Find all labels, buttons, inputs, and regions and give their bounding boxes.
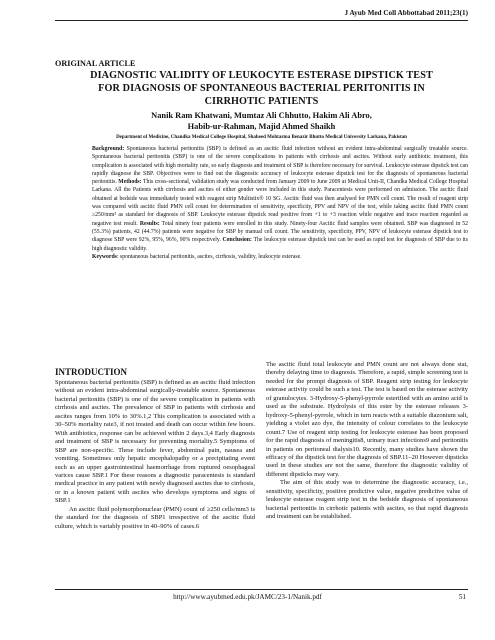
running-head: J Ayub Med Coll Abbottabad 2011;23(1) (344, 9, 468, 17)
author-list (55, 111, 468, 133)
body-paragraph: The ascitic fluid total leukocyte and PMN count are not always done stat, thereby delaying time to diagnosis. Therefore, a rapid, simple screening test is needed for the prompt diagnosis of SBP. Reagent strip testing for leukocyte esterase activity could be such a test. The test is based on the esterase activity of granulocytes. 3-Hydroxy-5-phenyl-pyrrole esterified with an amino acid is used as the substrate. Hydrolysis of this ester by the esterase releases 3-hydroxy-5-phenyl-pyrrole, which in turn reacts with a suitable diazonium salt, yielding a violet azo dye, the intensity of colour correlates to the leukocyte count.7 Use of reagent strip testing for leukocyte esterase has been proposed for the rapid diagnosis of meningitis8, urinary tract infections9 and peritonitis in patients on peritoneal dialysis10. Recently, many studies have shown the efficacy of the dipstick test for the diagnosis of SBP.11–20 However dipsticks used in these studies are not the same, therefore the diagnostic validity of different dipsticks may vary. (266, 361, 468, 478)
results-text: Total ninety four patients were enrolled in this study. Ninety-four Ascitic fluid samples were obtained. SBP was diagnosed in 52 (55.3%) patients, 42 (44.7%) patients were negative for SBP by manual cell count. The sensitivity, specificity, PPV, NPV of leukocyte esterase dipstick test to diagnose SBP were 92%, 95%, 96%, 90% respectively. (92, 220, 468, 244)
affiliation: Department of Medicine, Chandka Medical College Hospital, Shaheed Mohtarma Benazir Bhutto Medical University Larkana, Pakistan (116, 135, 407, 140)
title-line: CIRRHOTIC PATIENTS (204, 96, 319, 108)
left-column (55, 367, 255, 531)
authors-line: Nanik Ram Khatwani, Mumtaz Ali Chhutto, Hakim Ali Abro, (151, 111, 372, 120)
right-column (266, 361, 468, 522)
title-line: FOR DIAGNOSIS OF SPONTANEOUS BACTERIAL PERITONITIS IN (98, 83, 425, 95)
background-label: Background: (92, 146, 125, 152)
article-title (55, 69, 468, 109)
footer-rule (55, 589, 468, 590)
keywords-text: : spontaneous bacterial peritonitis, ascites, cirrhosis, validity, leukocyte esterase. (116, 253, 302, 260)
abstract (92, 145, 468, 261)
methods-text: This cross-sectional, validation study was conducted from January 2009 to June 2009 at Medical Unit-II, Chandka Medical College Hospital Larkana. All the Patients with cirrhosis and ascites of either gender were included in this study. Paracentesis were performed on admission. The ascitic fluid obtained at bedside was immediately tested with reagent strip Multistix® 10 SG. Ascitic fluid was then analysed for PMN cell count. The result of reagent strip was compared with ascitic fluid PMN cell count for determination of sensitivity, specificity, PPV and NPV of the test, while taking ascitic fluid PMN count ≥250/mm³ as standard for diagnosis of SBP. Leukocyte esterase dipstick read positive from +1 to +3 reaction while negative and trace reaction regarded as negative test result. (92, 179, 468, 227)
header-rule (55, 20, 468, 21)
conclusion-text: The leukocyte esterase dipstick test can be used as rapid test for diagnosis of SBP due to its high diagnostic validity. (92, 237, 468, 252)
footer-url[interactable]: http://www.ayubmed.edu.pk/JAMC/23-1/Nanik.pdf (173, 593, 322, 601)
body-paragraph: The aim of this study was to determine the diagnostic accuracy, i.e., sensitivity, specificity, positive predictive value, negative predictive value of leukocyte esterase reagent strip test in the bedside diagnosis of spontaneous bacterial peritonitis in cirrhotic patients with ascites, so that rapid diagnosis and treatment can be established. (266, 479, 468, 521)
introduction-heading: INTRODUCTION (55, 367, 128, 377)
results-label: Results: (137, 220, 160, 227)
methods-label: Methods: (116, 179, 142, 186)
title-line: DIAGNOSTIC VALIDITY OF LEUKOCYTE ESTERASE DIPSTICK TEST (90, 70, 433, 81)
article-type: ORIGINAL ARTICLE (55, 59, 136, 68)
keywords-label: Keywords (92, 253, 117, 260)
body-paragraph: An ascitic fluid polymorphonuclear (PMN) count of ≥250 cells/mm3 is the standard for the diagnosis of SBP1 irrespective of the ascitic fluid culture, which is variably positive in 40–90% of cases.6 (55, 505, 255, 530)
page-number: 51 (458, 593, 466, 601)
background-text: Spontaneous bacterial peritonitis (SBP) is defined as an ascitic fluid infection without an evident intra-abdominal surgically treatable source. Spontaneous bacterial peritonitis (SBP) is one of the severe complications in patients with cirrhosis and ascites. Without early antibiotic treatment, this complication is associated with high mortality rate, so early diagnosis and treatment of SBP is therefore necessary for survival. Leukocyte esterase dipstick test can rapidly diagnose the SBP. Objectives were to find out the diagnostic accuracy of leukocyte esterase dipstick test for the diagnosis of spontaneous bacterial peritonitis. (92, 146, 468, 186)
body-paragraph: Spontaneous bacterial peritonitis (SBP) is defined as an ascitic fluid infection without an evident intra-abdominal surgically-treatable source. Spontaneous bacterial peritonitis (SBP) is one of the severe complication in patients with cirrhosis and ascites. The prevalence of SBP in patients with cirrhosis and ascites ranges from 10% to 30%.1,2 This complication is associated with a 30–50% mortality rate3, if not treated and death can occur within few hours. With antibiotics, response can be achieved within 2 days.3,4 Early diagnosis and treatment of SBP is necessary for preventing mortality.5 Symptoms of SBP are non-specific. These include fever, abdominal pain, nausea and vomiting. Sometimes only hepatic encephalopathy or a precipitating event such as an upper gastrointestinal haemorrhage from ruptured oesophageal varices cause SBP.1 For these reasons a diagnostic paracentesis is standard medical practice in any patient with newly diagnosed ascites due to cirrhosis, or in a known patient with ascites who develops symptoms and signs of SBP.1 (55, 379, 255, 505)
conclusion-label: Conclusion: (220, 237, 252, 244)
authors-line: Habib-ur-Rahman, Majid Ahmed Shaikh (187, 121, 336, 131)
